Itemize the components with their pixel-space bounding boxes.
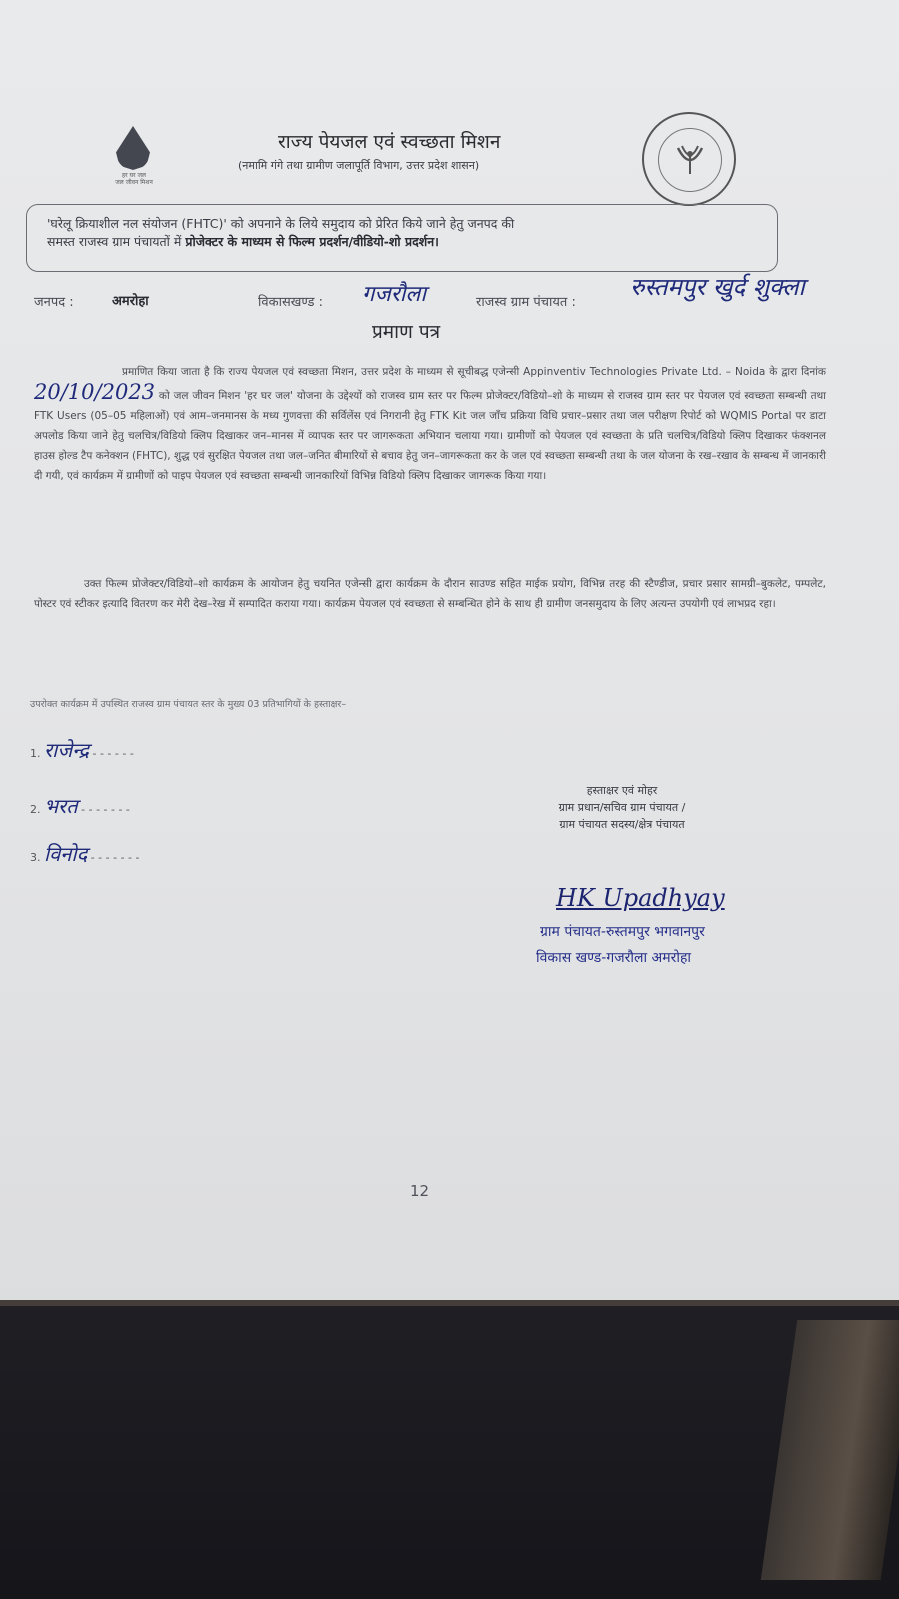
signatory-line-3: ग्राम पंचायत सदस्य/क्षेत्र पंचायत <box>559 818 685 831</box>
topic-line-2-plain: समस्त राजस्व ग्राम पंचायतों में <box>47 234 186 249</box>
organization-title: राज्य पेयजल एवं स्वच्छता मिशन <box>278 131 501 153</box>
organization-subtitle: (नमामि गंगे तथा ग्रामीण जलापूर्ति विभाग, उत्तर प्रदेश शासन) <box>238 159 480 172</box>
topic-line-2 <box>47 233 765 251</box>
attendee-signature-2 <box>30 792 130 819</box>
district-value: अमरोहा <box>112 294 149 309</box>
signature-dash: - - - - - - <box>92 747 134 760</box>
signature-dash: - - - - - - - <box>90 851 140 864</box>
background-fold <box>761 1320 899 1580</box>
pradhan-signature: HK Upadhyay <box>556 884 725 912</box>
gram-panchayat-handwritten-value: रुस्तमपुर खुर्द शुक्ला <box>630 273 805 301</box>
signature-dash: - - - - - - - <box>81 803 130 816</box>
topic-box <box>26 204 778 272</box>
seal-emblem-icon <box>670 138 710 178</box>
panchayat-stamp-line-2: विकास खण्ड-गजरौला अमरोहा <box>536 950 692 966</box>
signatory-line-2: ग्राम प्रधान/सचिव ग्राम पंचायत / <box>558 801 686 814</box>
certificate-paragraph-1 <box>34 362 826 486</box>
background-surface <box>0 1300 899 1599</box>
page-number: 12 <box>410 1182 430 1200</box>
signatory-line-1: हस्ताक्षर एवं मोहर <box>586 784 658 797</box>
gram-panchayat-label: राजस्व ग्राम पंचायत : <box>476 295 576 310</box>
attendee-handwritten-name: भरत <box>44 794 78 818</box>
logo-caption: हर घर जल जल जीवन मिशन <box>115 172 153 186</box>
paragraph-1-after-date: को जल जीवन मिशन 'हर घर जल' योजना के उद्देश्यों को राजस्व ग्राम स्तर पर फिल्म प्रोजेक्टर/विडियो–शो के माध्यम से राजस्व ग्राम स्तर पर पेयजल एवं स्वच्छता सम्बन्धी तथा FTK Users (05–05 महिलाओं) एवं आम–जनमानस के मध्य गुणवत्ता की सर्विलेंस एवं निगरानी हेतु FTK Kit जल जाँच प्रक्रिया विधि प्रचार–प्रसार तथा जल परीक्षण रिपोर्ट को WQMIS Portal पर डाटा अपलोड किया जाने हेतु चलचित्र/विडियो क्लिप दिखाकर जन–मानस में व्यापक स्तर पर जागरूकता अभियान चलाया गया। ग्रामीणों को पेयजल एवं स्वच्छता के प्रति चलचित्र/विडियो क्लिप दिखाकर फंक्शनल हाउस होल्ड टैप कनेक्शन (FHTC), शुद्ध एवं सुरक्षित पेयजल तथा जल–जनित बीमारियों से बचाव हेतु जन–जागरूकता कर के जल एवं स्वच्छता सम्बन्धी तथा के जल योजना के रख–रखाव के सम्बन्ध में जानकारी दी गयी, एवं कार्यक्रम में ग्रामीणों को पाइप पेयजल एवं स्वच्छता सम्बन्धी जानकारियों विभिन्न विडियो क्लिप दिखाकर जागरूक किया गया। <box>34 390 826 482</box>
attendees-note: उपरोक्त कार्यक्रम में उपस्थित राजस्व ग्राम पंचायत स्तर के मुख्य 03 प्रतिभागियों के हस्ताक्षर– <box>30 699 347 710</box>
attendee-handwritten-name: विनोद <box>44 842 88 866</box>
har-ghar-jal-logo <box>104 126 168 198</box>
attendee-number: 3. <box>30 851 41 864</box>
paragraph-1-before-date: प्रमाणित किया जाता है कि राज्य पेयजल एवं स्वच्छता मिशन, उत्तर प्रदेश के माध्यम से सूचीबद्ध एजेन्सी Appinventiv Technologies Private Ltd. – Noida के द्वारा दिनांक <box>122 366 826 378</box>
attendee-number: 1. <box>30 747 41 760</box>
up-government-seal <box>642 112 736 206</box>
handwritten-date: 20/10/2023 <box>34 380 156 404</box>
attendee-number: 2. <box>30 803 41 816</box>
block-label: विकासखण्ड : <box>258 295 324 310</box>
district-label: जनपद : <box>34 295 74 310</box>
water-drop-icon <box>116 126 150 170</box>
signatory-caption <box>502 782 742 833</box>
panchayat-stamp-line-1: ग्राम पंचायत-रुस्तमपुर भगवानपुर <box>540 924 705 940</box>
paper-edge-shadow <box>0 1300 899 1306</box>
attendee-signature-1 <box>30 736 134 763</box>
attendee-signature-3 <box>30 840 139 867</box>
attendee-handwritten-name: राजेन्द्र <box>44 738 89 762</box>
block-handwritten-value: गजरौला <box>362 282 427 307</box>
certificate-paragraph-2: उक्त फिल्म प्रोजेक्टर/विडियो–शो कार्यक्रम के आयोजन हेतु चयनित एजेन्सी द्वारा कार्यक्रम के दौरान साउण्ड सहित माईक प्रयोग, विभिन्न तरह की स्टैण्डीज, प्रचार प्रसार सामग्री–बुकलेट, पम्पलेट, पोस्टर एवं स्टीकर इत्यादि वितरण कर मेरी देख–रेख में सम्पादित कराया गया। कार्यक्रम पेयजल एवं स्वच्छता से सम्बन्धित होने के साथ ही ग्रामीण जनसमुदाय के लिए अत्यन्त उपयोगी एवं लाभप्रद रहा। <box>34 578 826 610</box>
topic-line-1: 'घरेलू क्रियाशील नल संयोजन (FHTC)' को अपनाने के लिये समुदाय को प्रेरित किये जाने हेतु जनपद की <box>47 216 515 231</box>
certificate-title: प्रमाण पत्र <box>372 321 441 343</box>
topic-line-2-bold: प्रोजेक्टर के माध्यम से फिल्म प्रदर्शन/वीडियो-शो प्रदर्शन। <box>185 234 439 249</box>
